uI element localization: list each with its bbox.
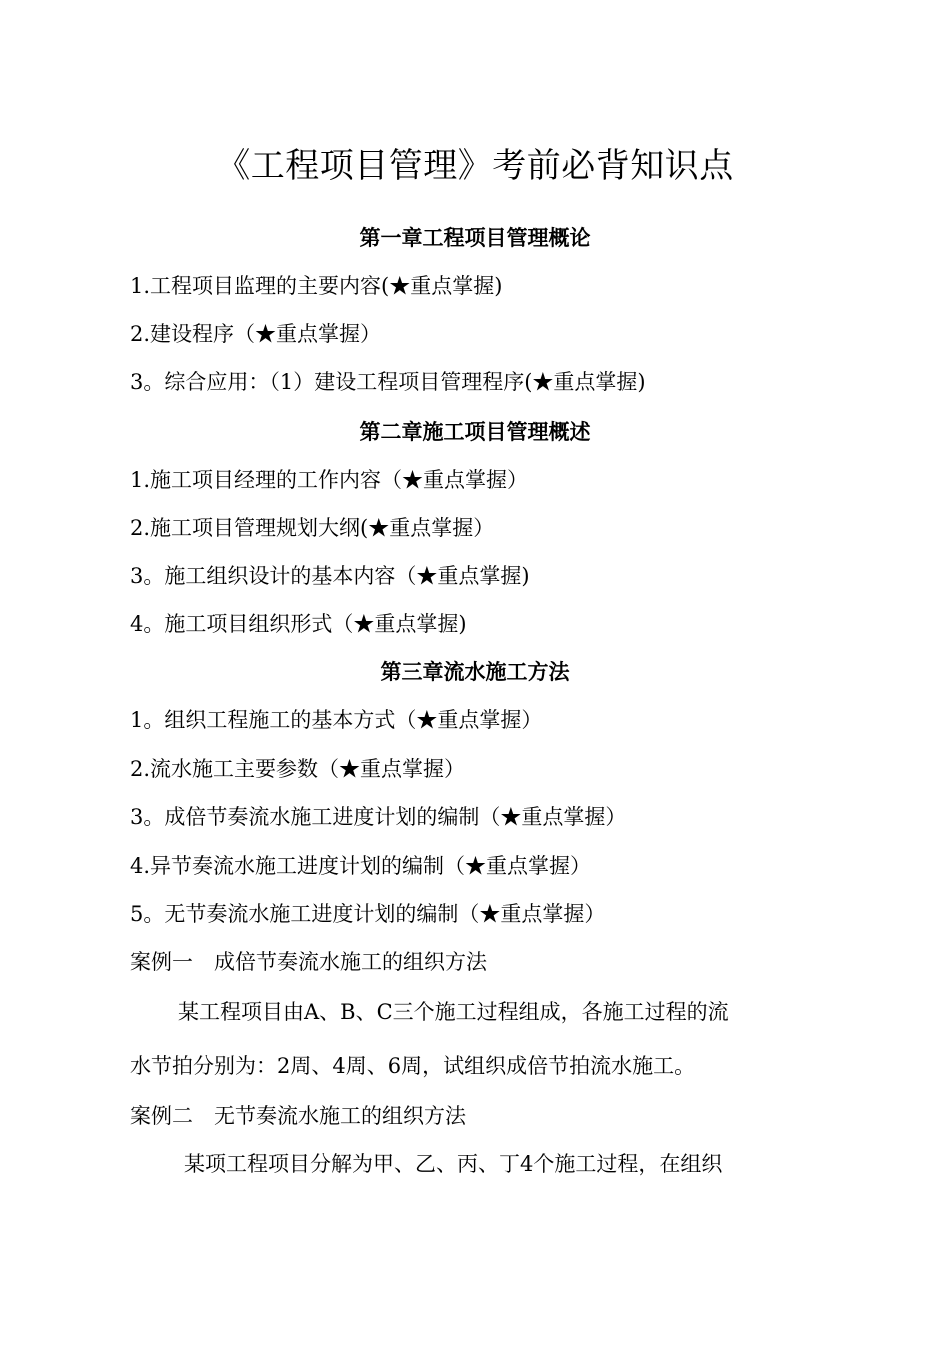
case-2-title: 案例二 无节奏流水施工的组织方法 [130, 1104, 466, 1128]
chapter-3-item-2: 2.流水施工主要参数（★重点掌握） [130, 757, 466, 781]
case-1-title: 案例一 成倍节奏流水施工的组织方法 [130, 950, 487, 974]
chapter-1-item-3: 3。综合应用：（1）建设工程项目管理程序(★重点掌握) [130, 370, 646, 394]
chapter-1-item-2: 2.建设程序（★重点掌握） [130, 322, 382, 346]
chapter-2-item-4: 4。施工项目组织形式（★重点掌握) [130, 612, 467, 636]
case-1-line-2: 水节拍分别为：2周、4周、6周，试组织成倍节拍流水施工。 [130, 1054, 696, 1078]
case-1-line-1: 某工程项目由A、B、C三个施工过程组成，各施工过程的流 [178, 1000, 729, 1024]
chapter-3-item-4: 4.异节奏流水施工进度计划的编制（★重点掌握） [130, 854, 592, 878]
chapter-3-item-1: 1。组织工程施工的基本方式（★重点掌握） [130, 708, 543, 732]
chapter-1-heading: 第一章工程项目管理概论 [359, 226, 591, 250]
chapter-2-heading: 第二章施工项目管理概述 [359, 420, 591, 444]
chapter-3-heading: 第三章流水施工方法 [380, 660, 570, 684]
chapter-2-item-2: 2.施工项目管理规划大纲(★重点掌握） [130, 516, 495, 540]
case-2-line-1: 某项工程项目分解为甲、乙、丙、丁4个施工过程，在组织 [184, 1152, 723, 1176]
chapter-2-item-1: 1.施工项目经理的工作内容（★重点掌握） [130, 468, 529, 492]
chapter-3-item-3: 3。成倍节奏流水施工进度计划的编制（★重点掌握） [130, 805, 627, 829]
chapter-1-item-1: 1.工程项目监理的主要内容(★重点掌握) [130, 274, 503, 298]
document-title: 《工程项目管理》考前必背知识点 [216, 146, 734, 186]
chapter-3-item-5: 5。无节奏流水施工进度计划的编制（★重点掌握） [130, 902, 606, 926]
chapter-2-item-3: 3。施工组织设计的基本内容（★重点掌握) [130, 564, 530, 588]
